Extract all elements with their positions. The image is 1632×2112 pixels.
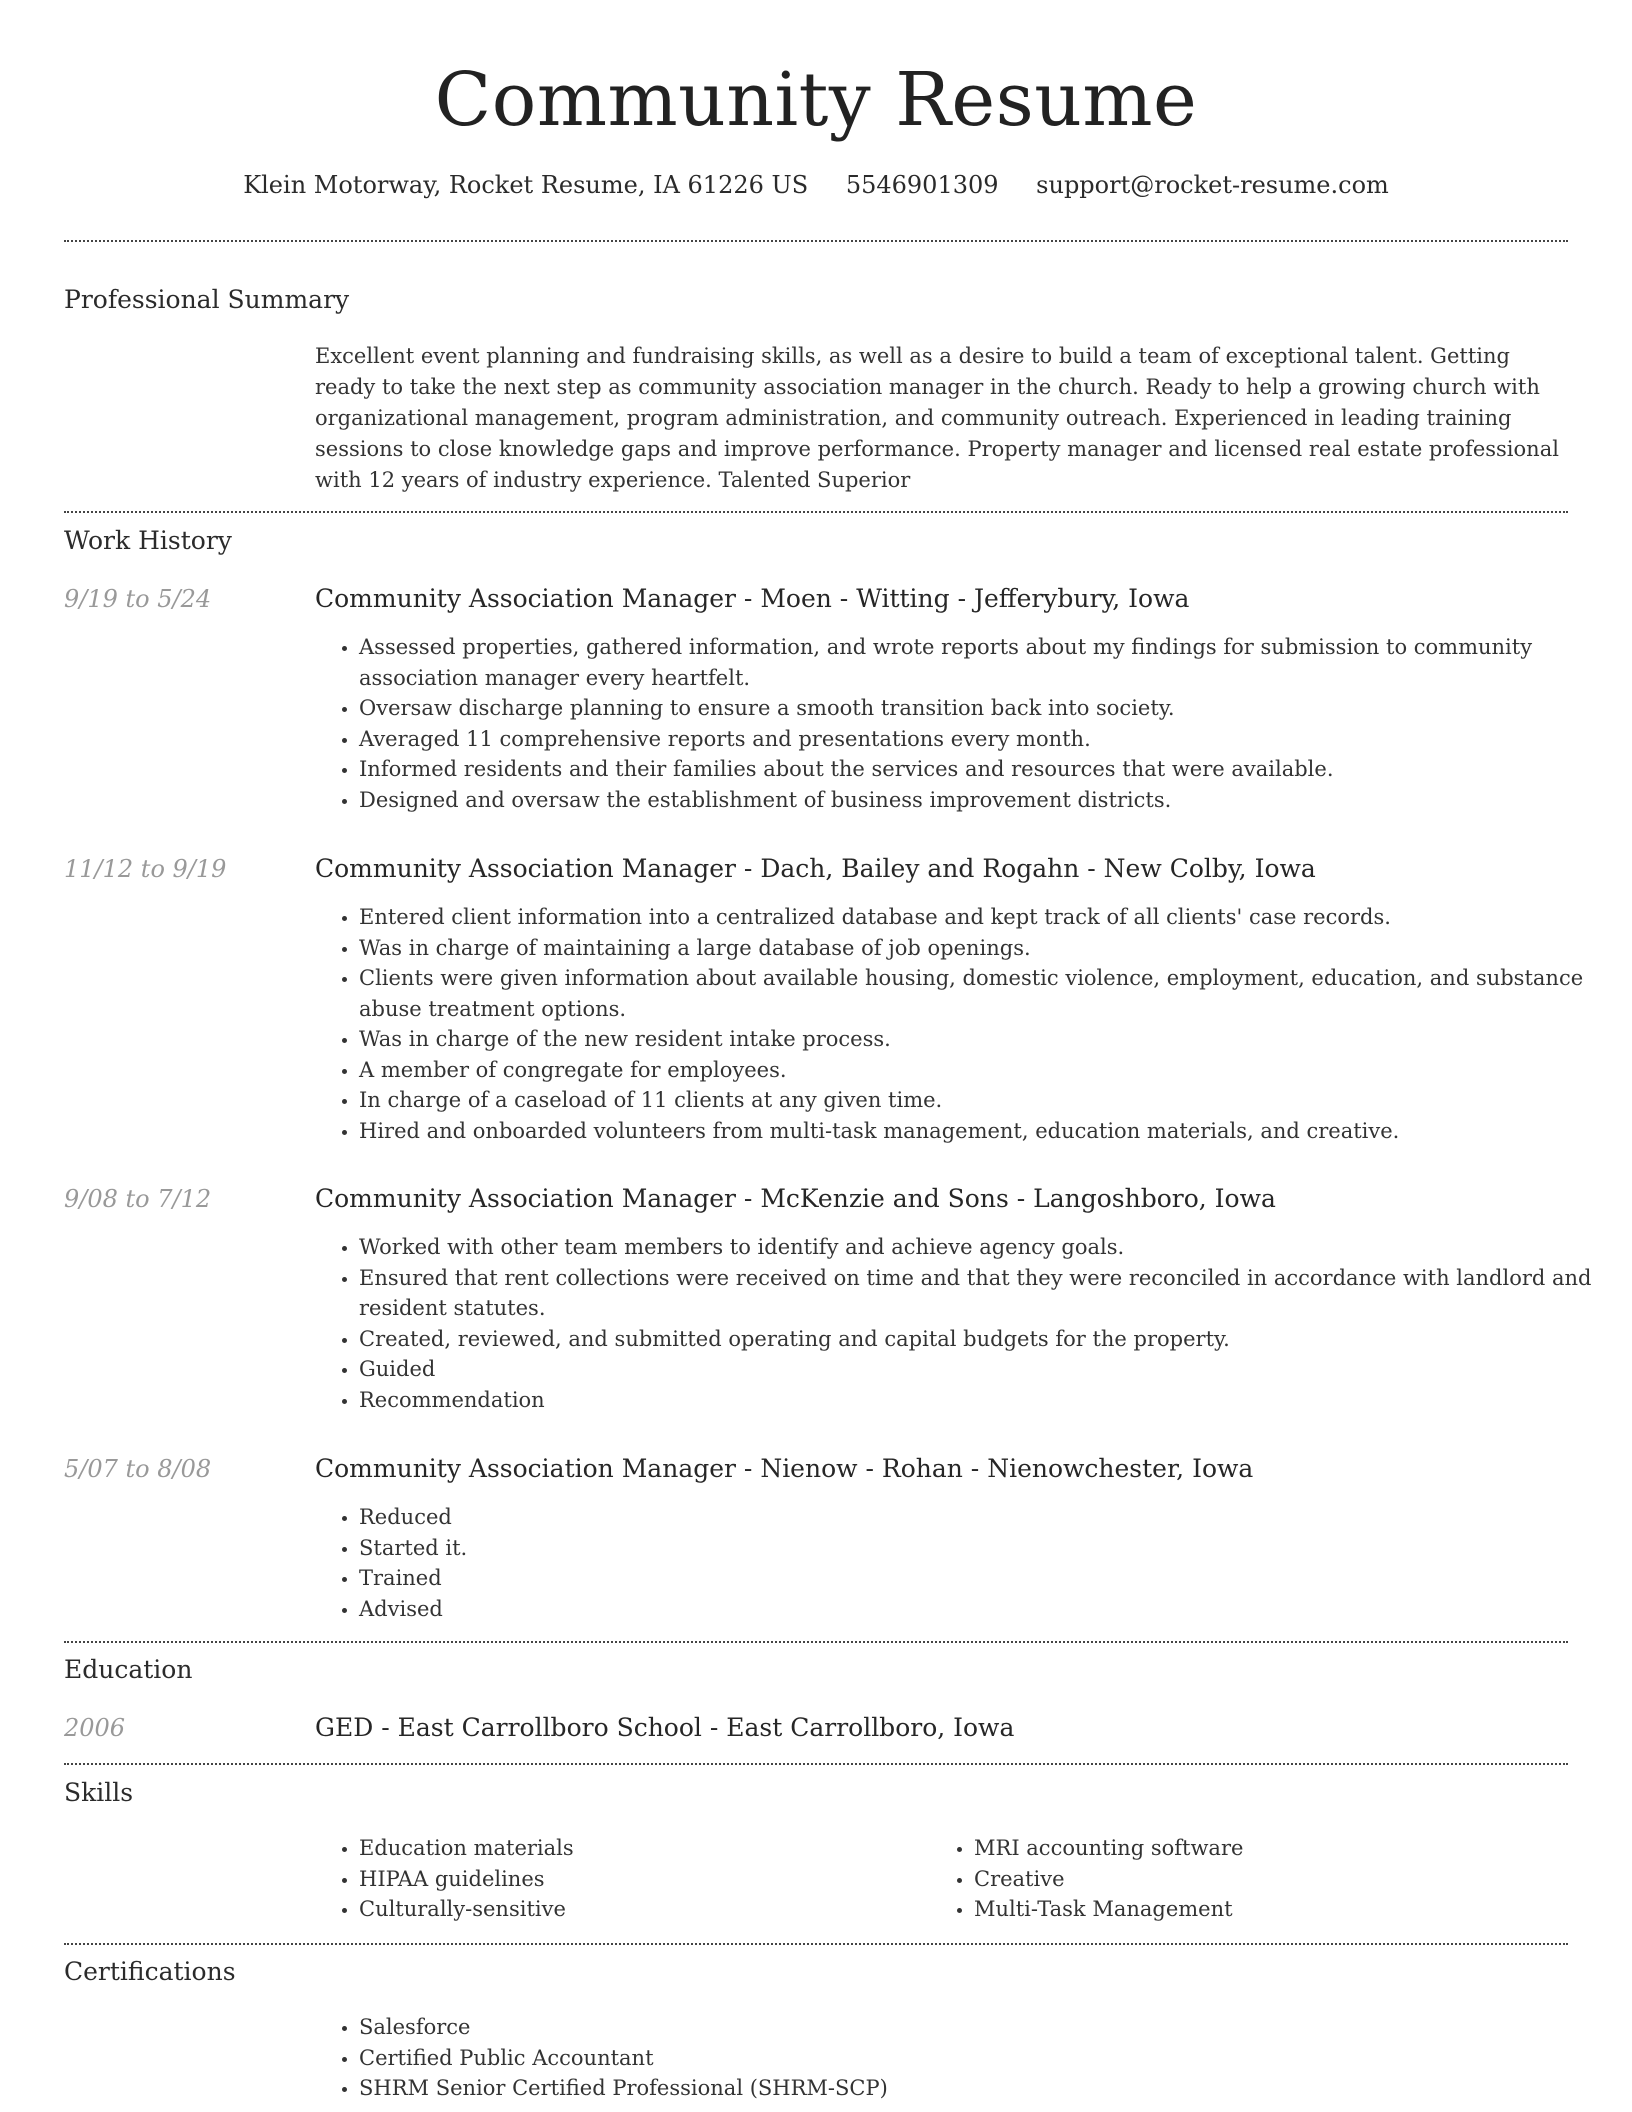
job-title: Community Association Manager - Moen - Witting - Jefferybury, Iowa	[315, 584, 1190, 613]
divider	[64, 1641, 1568, 1643]
contact-address: Klein Motorway, Rocket Resume, IA 61226 US	[243, 171, 809, 199]
skill-item: • Culturally-sensitive	[359, 1894, 1617, 1925]
section-title-skills: Skills	[64, 1778, 134, 1807]
summary-text: Excellent event planning and fundraising skills, as well as a desire to build a team of exceptional talent. Getting ready to take the next step as community association manager in the church. Ready to help a growing church with organizational management, program administration, and community outreach. Experienced in leading training sessions to close knowledge gaps and improve performance. Property manager and licensed real estate professional with 12 years of industry experience. Talented Superior	[315, 344, 1559, 492]
section-title-work-history: Work History	[64, 526, 232, 555]
list-item: • Averaged 11 comprehensive reports and presentations every month.	[359, 724, 1617, 755]
list-item: • Designed and oversaw the establishment of business improvement districts.	[359, 785, 1617, 816]
contact-line	[0, 168, 1632, 202]
list-item: • Advised	[359, 1594, 1617, 1625]
divider	[64, 240, 1568, 242]
skill-item: • Creative	[974, 1864, 1632, 1895]
list-item: • Worked with other team members to identify and achieve agency goals.	[359, 1232, 1617, 1263]
job-dates: 11/12 to 9/19	[64, 855, 227, 883]
education-degree: GED - East Carrollboro School - East Carrollboro, Iowa	[315, 1713, 1015, 1742]
list-item: • Assessed properties, gathered information, and wrote reports about my findings for submission to community association manager every heartfelt.	[359, 632, 1617, 693]
resume-header	[0, 0, 1632, 202]
job-dates: 9/08 to 7/12	[64, 1185, 212, 1213]
job-bullets	[315, 1502, 1617, 1624]
list-item: • A member of congregate for employees.	[359, 1055, 1617, 1086]
divider	[64, 511, 1568, 513]
divider	[64, 1763, 1568, 1765]
section-title-education: Education	[64, 1655, 193, 1684]
education-year: 2006	[64, 1714, 126, 1742]
list-item: • Guided	[359, 1354, 1617, 1385]
skills-list-right	[930, 1833, 1632, 1925]
page-title: Community Resume	[434, 57, 1198, 143]
skill-item: • Multi-Task Management	[974, 1894, 1632, 1925]
list-item: • Ensured that rent collections were received on time and that they were reconciled in accordance with landlord and resident statutes.	[359, 1263, 1617, 1324]
divider	[64, 1943, 1568, 1945]
list-item: • Reduced	[359, 1502, 1617, 1533]
list-item: • Informed residents and their families about the services and resources that were available.	[359, 754, 1617, 785]
job-bullets	[315, 902, 1617, 1146]
job-bullets	[315, 1232, 1617, 1415]
list-item: • Entered client information into a centralized database and kept track of all clients' case records.	[359, 902, 1617, 933]
list-item: • Oversaw discharge planning to ensure a smooth transition back into society.	[359, 693, 1617, 724]
job-title: Community Association Manager - Nienow - Rohan - Nienowchester, Iowa	[315, 1454, 1254, 1483]
job-title: Community Association Manager - Dach, Bailey and Rogahn - New Colby, Iowa	[315, 854, 1316, 883]
list-item: • Clients were given information about available housing, domestic violence, employment, education, and substance abuse treatment options.	[359, 963, 1617, 1024]
job-dates: 5/07 to 8/08	[64, 1455, 212, 1483]
job-dates: 9/19 to 5/24	[64, 585, 212, 613]
list-item: • In charge of a caseload of 11 clients at any given time.	[359, 1085, 1617, 1116]
contact-email: support@rocket-resume.com	[1036, 171, 1389, 199]
list-item: • Hired and onboarded volunteers from multi-task management, education materials, and creative.	[359, 1116, 1617, 1147]
list-item: • Recommendation	[359, 1385, 1617, 1416]
list-item: • Started it.	[359, 1533, 1617, 1564]
section-title-summary: Professional Summary	[64, 285, 350, 314]
certification-item: • Certified Public Accountant	[359, 2043, 1617, 2074]
certification-item: • Salesforce	[359, 2012, 1617, 2043]
job-bullets	[315, 632, 1617, 815]
section-title-certifications: Certifications	[64, 1957, 236, 1986]
certifications-list	[315, 2012, 1617, 2104]
list-item: • Was in charge of the new resident intake process.	[359, 1024, 1617, 1055]
skill-item: • Education materials	[359, 1833, 1617, 1864]
list-item: • Trained	[359, 1563, 1617, 1594]
contact-phone: 5546901309	[845, 171, 999, 199]
skill-item: • HIPAA guidelines	[359, 1864, 1617, 1895]
certification-item: • SHRM Senior Certified Professional (SHRM-SCP)	[359, 2073, 1617, 2104]
job-title: Community Association Manager - McKenzie and Sons - Langoshboro, Iowa	[315, 1184, 1276, 1213]
list-item: • Was in charge of maintaining a large database of job openings.	[359, 933, 1617, 964]
list-item: • Created, reviewed, and submitted operating and capital budgets for the property.	[359, 1324, 1617, 1355]
skill-item: • MRI accounting software	[974, 1833, 1632, 1864]
